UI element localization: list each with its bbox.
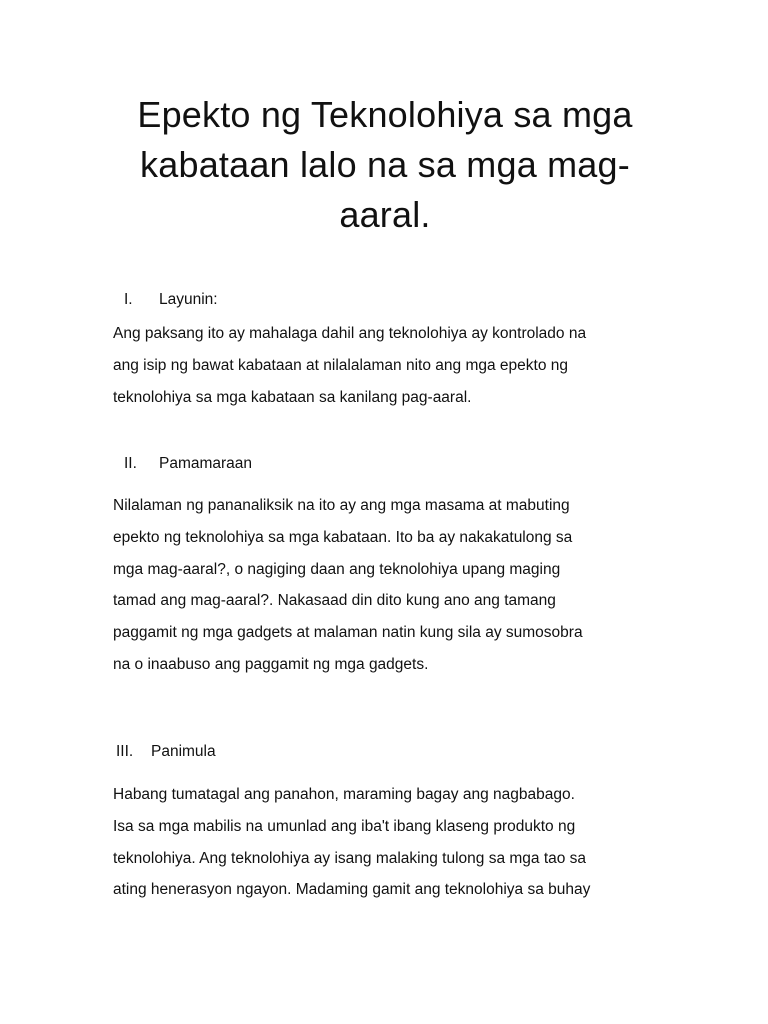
section-paragraph-panimula [113, 779, 673, 906]
paragraph-line: paggamit ng mga gadgets at malaman natin kung sila ay sumosobra [113, 624, 583, 642]
paragraph-line: teknolohiya sa mga kabataan sa kanilang pag-aaral. [113, 388, 472, 406]
section-heading-panimula [116, 742, 216, 762]
paragraph-line: mga mag-aaral?, o nagiging daan ang teknolohiya upang maging [113, 560, 561, 578]
title-line: kabataan lalo na sa mga mag- [140, 144, 630, 185]
section-label: Panimula [151, 743, 216, 760]
section-paragraph-layunin [113, 318, 673, 413]
paragraph-line: teknolohiya. Ang teknolohiya ay isang malaking tulong sa mga tao sa [113, 849, 587, 867]
paragraph-line: ating henerasyon ngayon. Madaming gamit ang teknolohiya sa buhay [113, 881, 591, 899]
section-paragraph-pamamaraan [113, 490, 673, 681]
paragraph-line: Habang tumatagal ang panahon, maraming bagay ang nagbabago. [113, 786, 575, 803]
paragraph-line: ang isip ng bawat kabataan at nilalalaman nito ang mga epekto ng [113, 356, 568, 374]
paragraph-line: Nilalaman ng pananaliksik na ito ay ang mga masama at mabuting [113, 497, 570, 514]
section-number: II. [124, 455, 137, 472]
title-line: aaral. [339, 194, 431, 235]
section-label: Layunin: [159, 291, 218, 308]
paragraph-line: epekto ng teknolohiya sa mga kabataan. Ito ba ay nakakatulong sa [113, 528, 573, 546]
paragraph-line: na o inaabuso ang paggamit ng mga gadgets. [113, 655, 429, 673]
paragraph-line: tamad ang mag-aaral?. Nakasaad din dito kung ano ang tamang [113, 592, 556, 610]
title-line: Epekto ng Teknolohiya sa mga [137, 94, 633, 135]
section-number: III. [116, 743, 134, 760]
paragraph-line: Ang paksang ito ay mahalaga dahil ang teknolohiya ay kontrolado na [113, 325, 587, 342]
document-title [90, 90, 680, 240]
section-label: Pamamaraan [159, 455, 253, 472]
section-heading-pamamaraan [124, 454, 252, 474]
section-number: I. [124, 291, 133, 308]
section-heading-layunin [124, 290, 218, 310]
paragraph-line: Isa sa mga mabilis na umunlad ang iba't ibang klaseng produkto ng [113, 817, 576, 835]
